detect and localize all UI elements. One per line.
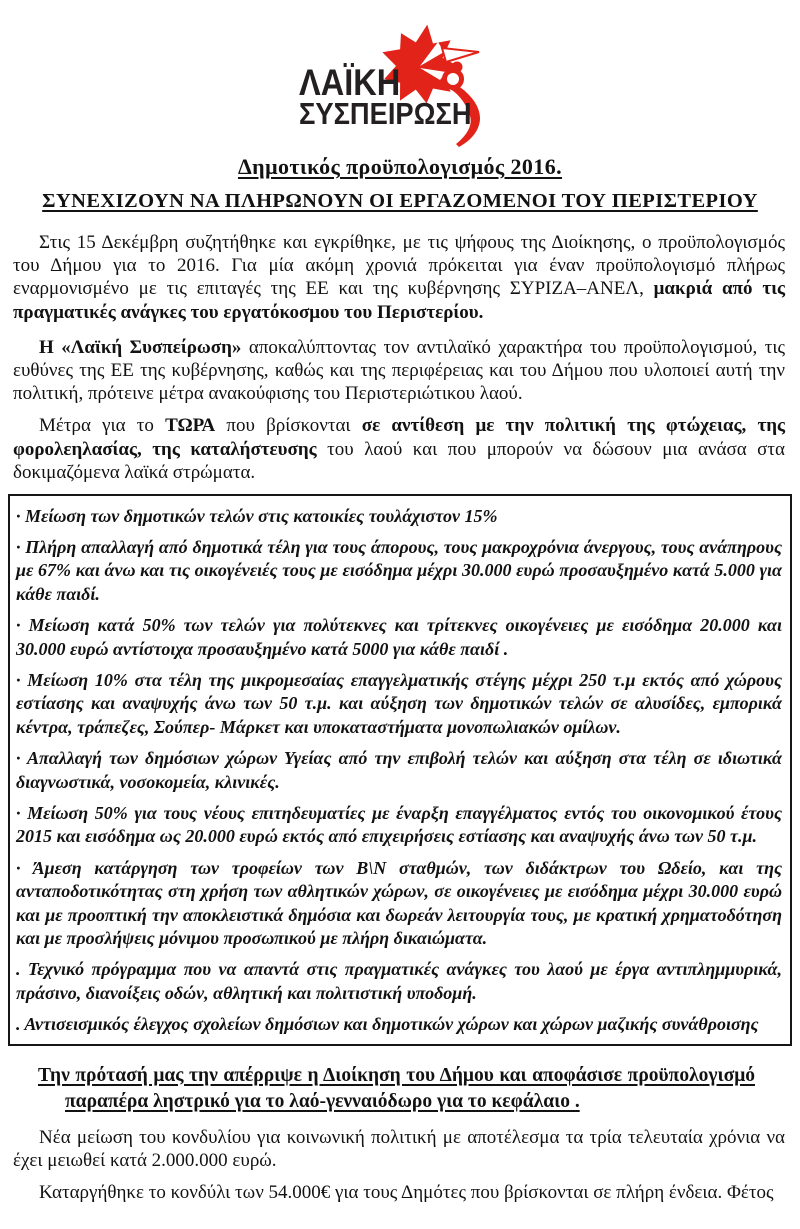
intro-p3-b: ΤΩΡΑ	[165, 415, 216, 437]
rejection-statement: Την πρότασή μας την απέρριψε η Διοίκηση του Δήμου και αποφάσισε προϋπολογισμό παραπέρα ληστρικό για το λαό-γενναιόδωρο για το κεφάλαιο .	[38, 1064, 755, 1112]
intro-p3-c: που βρίσκονται	[215, 415, 362, 437]
measure-item: · Πλήρη απαλλαγή από δημοτικά τέλη για τους άπορους, τους μακροχρόνια άνεργους, τους ανάπηρους με 67% και άνω και τις οικογένειές τους με εισόδημα μέχρι 30.000 ευρώ προσαυξημένο κατά 5.000 για κάθε παιδί.	[16, 537, 782, 604]
org-name	[299, 62, 472, 132]
intro-p1-bold: μακριά από τις πραγματικές ανάγκες του εργατόκοσμου του Περιστερίου.	[13, 278, 785, 323]
measure-item: . Αντισεισμικός έλεγχος σχολείων δημόσιων και δημοτικών χώρων και χώρων μαζικής συνάθροισης	[16, 1014, 759, 1035]
measure-item: . Τεχνικό πρόγραμμα που να απαντά στις πραγματικές ανάγκες του λαού με έργα αντιπλημμυρικά, πράσινο, διανοίξεις οδών, αθλητική και πολιτιστική υποδομή.	[16, 959, 782, 1003]
intro-p1-text: Στις 15 Δεκέμβρη συζητήθηκε και εγκρίθηκε, με τις ψήφους της Διοίκησης, ο προϋπολογισμός του Δήμου για το 2016. Για μία ακόμη χρονιά πρόκειται για έναν προϋπολογισμό πλήρως εναρμονισμένο με τις επιταγές της ΕΕ και της κυβέρνησης ΣΥΡΙΖΑ–ΑΝΕΛ,	[13, 232, 785, 300]
intro-p3-d: σε αντίθεση με την πολιτική της φτώχειας, της φορολεηλασίας, της καταλήστευσης	[13, 415, 786, 460]
org-name-line2: ΣΥΣΠΕΙΡΩΣΗ	[299, 96, 472, 132]
intro-p2-bold: Η «Λαϊκή Συσπείρωση»	[39, 336, 242, 358]
page-title: Δημοτικός προϋπολογισμός 2016.	[237, 154, 563, 179]
measures-box	[8, 494, 792, 1046]
reduction-paragraph: Νέα μείωση του κονδυλίου για κοινωνική πολιτική με αποτέλεσμα τα τρία τελευταία χρόνια να έχει μειωθεί κατά 2.000.000 ευρώ.	[13, 1126, 785, 1171]
logo	[0, 0, 800, 150]
intro-p3-e: του λαού και που μπορούν να δώσουν μια ανάσα στα δοκιμαζόμενα λαϊκά στρώματα.	[13, 438, 785, 483]
intro-p3-a: Μέτρα για το	[39, 415, 166, 437]
measure-item: · Απαλλαγή των δημόσιων χώρων Υγείας από την επιβολή τελών και αύξηση στα τέλη σε ιδιωτικά διαγνωστικά, νοσοκομεία, κλινικές.	[16, 748, 782, 792]
measure-item: · Άμεση κατάργηση των τροφείων των Β\Ν σταθμών, των διδάκτρων του Ωδείο, και της ανταποδοτικότητας στη χρήση των αθλητικών χώρων, σε οικογένειες με εισόδημα μέχρι 30.000 ευρώ και με προοπτική την αποκλειστικά δημόσια και δωρεάν λειτουργία τους, με κρατική χρηματοδότηση και με προσλήψεις μόνιμου προσωπικού με πλήρη δικαιώματα.	[16, 858, 782, 948]
headline: ΣΥΝΕΧΙΖΟΥΝ ΝΑ ΠΛΗΡΩΝΟΥΝ ΟΙ ΕΡΓΑΖΟΜΕΝΟΙ ΤΟΥ ΠΕΡΙΣΤΕΡΙΟΥ	[42, 190, 758, 212]
intro-paragraph-2	[13, 336, 785, 406]
measure-item: · Μείωση κατά 50% των τελών για πολύτεκνες και τρίτεκνες οικογένειες με εισόδημα 20.000 και 30.000 ευρώ αντίστοιχα προσαυξημένο κατά 5000 για κάθε παιδί .	[16, 615, 782, 659]
measure-item: · Μείωση 10% στα τέλη της μικρομεσαίας επαγγελματικής στέγης μέχρι 250 τ.μ εκτός από χώρους εστίασης και αναψυχής άνω των 50 τ.μ. και αύξηση των δημοτικών τελών σε αλυσίδες, εμπορικά κέντρα, τράπεζες, Σούπερ- Μάρκετ και υποκαταστήματα μονοπωλιακών ομίλων.	[16, 670, 782, 737]
org-name-line1: ΛΑΪΚΗ	[299, 62, 401, 103]
intro-paragraph-3	[13, 414, 785, 484]
measure-item: · Μείωση των δημοτικών τελών στις κατοικίες τουλάχιστον 15%	[16, 505, 498, 526]
intro-paragraph-1	[13, 231, 785, 324]
measure-item: · Μείωση 50% για τους νέους επιτηδευματίες με έναρξη επαγγέλματος εντός του οικονομικού έτους 2015 και εισόδημα ως 20.000 ευρώ εκτός από επιχειρήσεις εστίασης και αναψυχής άνω των 50 τ.μ.	[16, 803, 782, 847]
abolished-fund-paragraph: Καταργήθηκε το κονδύλι των 54.000€ για τους Δημότες που βρίσκονται σε πλήρη ένδεια. Φέτος	[39, 1182, 774, 1203]
intro-p2-text: αποκαλύπτοντας τον αντιλαϊκό χαρακτήρα του προϋπολογισμού, τις ευθύνες της ΕΕ της κυβέρνησης, καθώς και της περιφέρειας και του Δήμου που υλοποιεί αυτή την πολιτική, πρότεινε μέτρα ανακούφισης του Περιστεριώτικου λαού.	[13, 336, 785, 405]
